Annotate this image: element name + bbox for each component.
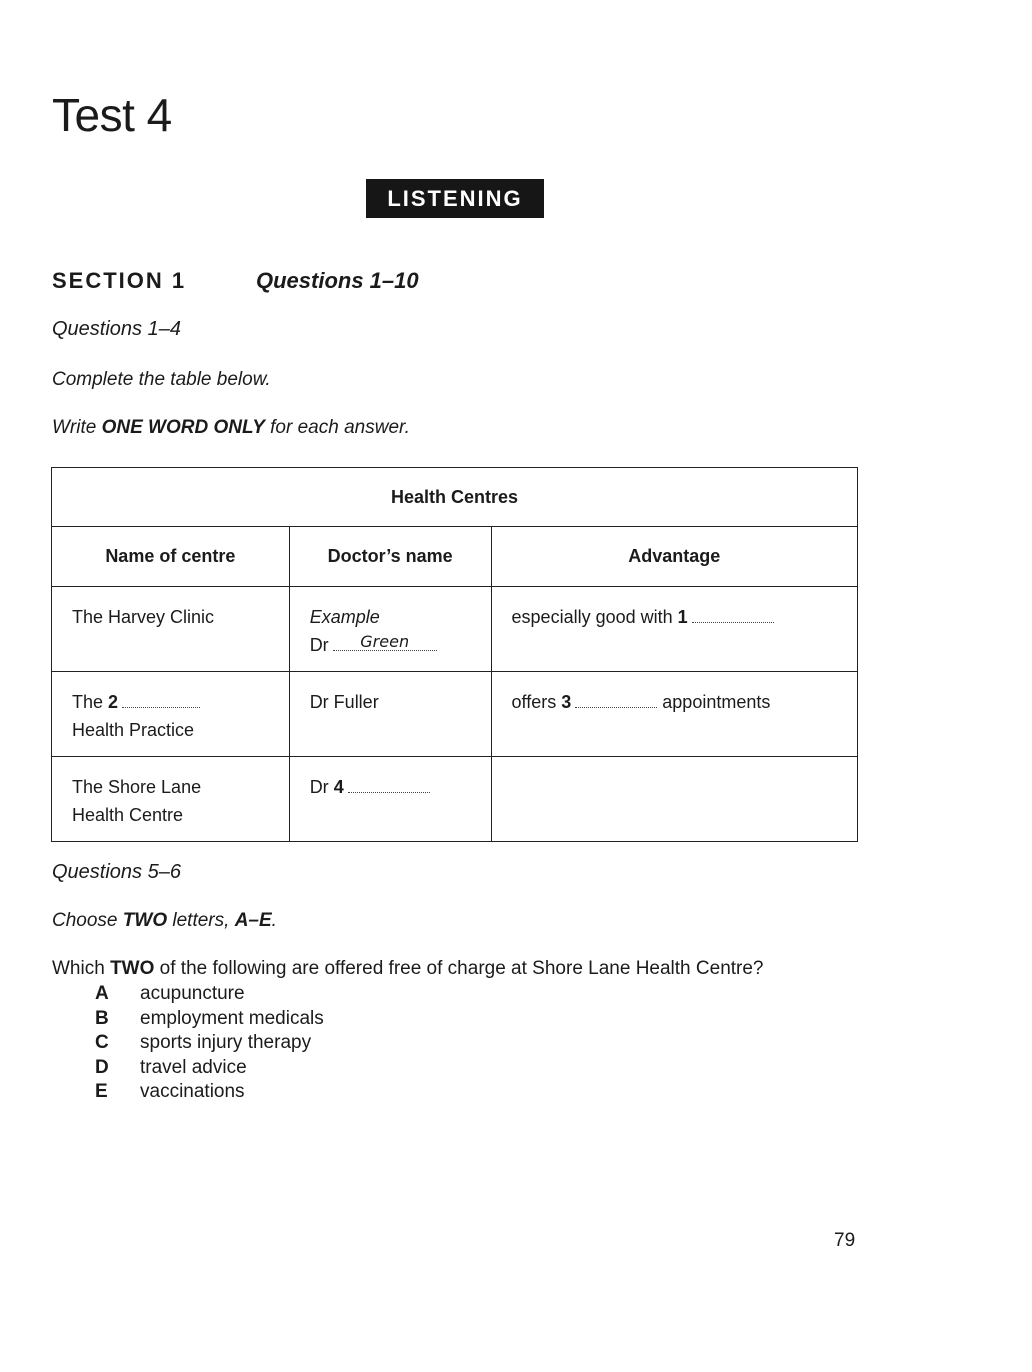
listening-banner: LISTENING	[366, 179, 544, 218]
instruction-complete-table: Complete the table below.	[52, 369, 271, 390]
doctor-prefix: Dr	[309, 635, 329, 655]
advantage-suffix: appointments	[662, 692, 771, 712]
option-text: employment medicals	[140, 1007, 324, 1029]
health-centres-table	[51, 467, 858, 842]
stem-emphasis: TWO	[110, 958, 155, 979]
option-text: acupuncture	[140, 983, 245, 1004]
option-text: vaccinations	[140, 1081, 245, 1102]
table-row	[52, 672, 858, 757]
instruction-emphasis-two: TWO	[122, 910, 168, 931]
answer-blank-4[interactable]	[348, 778, 430, 793]
option-text: travel advice	[140, 1056, 247, 1078]
example-label: Example	[309, 607, 380, 627]
option-letter: A	[95, 983, 109, 1004]
list-item[interactable]	[95, 1057, 324, 1082]
option-letter: C	[95, 1032, 109, 1053]
list-item[interactable]	[95, 1008, 324, 1033]
instruction-choose-two	[52, 910, 277, 932]
doctor-cell	[289, 757, 491, 842]
column-header-advantage: Advantage	[491, 527, 857, 587]
example-answer: Green	[333, 634, 437, 651]
doctor-cell	[289, 587, 491, 672]
list-item[interactable]	[95, 983, 324, 1008]
advantage-cell	[491, 757, 857, 842]
instruction-emphasis: ONE WORD ONLY	[101, 417, 265, 438]
table-title: Health Centres	[52, 468, 858, 527]
option-letter: B	[95, 1007, 109, 1029]
instruction-middle: letters,	[167, 910, 235, 931]
advantage-cell	[491, 587, 857, 672]
instruction-prefix: Write	[52, 417, 102, 438]
instruction-suffix: .	[271, 910, 277, 931]
question-number-1: 1	[677, 607, 688, 627]
column-header-doctor: Doctor’s name	[289, 527, 491, 587]
answer-blank-3[interactable]	[575, 693, 657, 708]
instruction-word-limit	[52, 417, 410, 439]
advantage-text: especially good with	[511, 607, 673, 627]
questions-1-4-heading: Questions 1–4	[52, 318, 181, 340]
instruction-emphasis-range: A–E	[234, 910, 272, 931]
question-number-4: 4	[333, 777, 344, 797]
answer-options	[95, 983, 324, 1106]
table-row	[52, 587, 858, 672]
list-item[interactable]	[95, 1081, 324, 1106]
option-letter: E	[95, 1081, 108, 1102]
answer-blank-1[interactable]	[692, 608, 774, 623]
centre-name-cell	[52, 587, 290, 672]
doctor-name: Dr Fuller	[309, 692, 379, 712]
option-text: sports injury therapy	[140, 1032, 312, 1053]
centre-name-line2: Health Centre	[72, 805, 184, 825]
questions-5-6-heading: Questions 5–6	[52, 861, 181, 883]
page-number: 79	[834, 1230, 856, 1251]
section-question-range: Questions 1–10	[256, 268, 419, 293]
instruction-suffix: for each answer.	[264, 417, 410, 438]
advantage-prefix: offers	[511, 692, 557, 712]
centre-name-line1: The Shore Lane	[72, 777, 202, 797]
centre-name-cell	[52, 672, 290, 757]
column-header-name: Name of centre	[52, 527, 290, 587]
list-item[interactable]	[95, 1032, 324, 1057]
answer-blank-2[interactable]	[122, 693, 200, 708]
option-letter: D	[95, 1056, 109, 1078]
centre-suffix: Health Practice	[72, 720, 195, 740]
question-number-2: 2	[108, 692, 119, 712]
advantage-cell	[491, 672, 857, 757]
stem-suffix: of the following are offered free of charge at Shore Lane Health Centre?	[154, 958, 764, 979]
test-title: Test 4	[52, 89, 172, 141]
stem-prefix: Which	[52, 958, 111, 979]
centre-name-cell	[52, 757, 290, 842]
question-stem	[52, 958, 764, 980]
question-number-3: 3	[561, 692, 572, 712]
doctor-cell	[289, 672, 491, 757]
centre-name: The Harvey Clinic	[72, 607, 215, 627]
doctor-prefix: Dr	[309, 777, 329, 797]
centre-prefix: The	[72, 692, 104, 712]
section-label: SECTION 1	[52, 268, 187, 293]
instruction-prefix: Choose	[52, 910, 123, 931]
table-row	[52, 757, 858, 842]
